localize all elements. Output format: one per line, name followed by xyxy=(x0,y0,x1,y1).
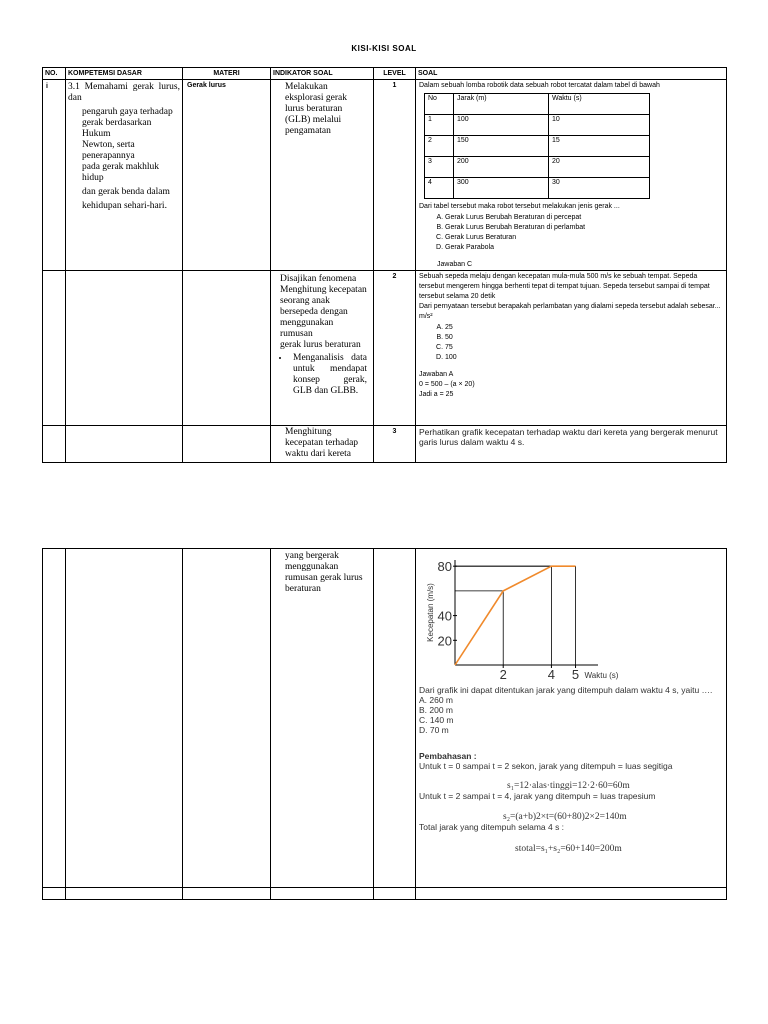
answer-text: Jawaban A xyxy=(419,371,454,378)
soal xyxy=(416,271,727,426)
indikator-line: bersepeda dengan xyxy=(280,307,348,317)
table-row xyxy=(43,80,727,271)
inner-cell: 20 xyxy=(549,157,650,178)
options-list xyxy=(419,213,723,253)
kisi-kisi-table-continued xyxy=(42,548,727,900)
velocity-time-chart xyxy=(425,555,619,685)
option-item: A. Gerak Lurus Berubah Beraturan di percepat xyxy=(445,213,723,223)
indikator-line: rumusan gerak lurus xyxy=(285,573,363,583)
inner-cell: 150 xyxy=(454,136,549,157)
y-tick-label: 20 xyxy=(437,633,452,649)
level: 2 xyxy=(374,271,416,426)
answer-text: Jawaban C xyxy=(437,261,473,268)
inner-cell: 15 xyxy=(549,136,650,157)
indikator-line: Menghitung kecepatan xyxy=(280,285,367,295)
kd-line: gerak berdasarkan Hukum xyxy=(82,118,152,139)
option-item: D. 100 xyxy=(445,353,723,363)
soal xyxy=(416,80,727,271)
explanation-text: Untuk t = 2 sampai t = 4, jarak yang ditempuh = luas trapesium xyxy=(419,791,656,801)
inner-row xyxy=(425,136,650,157)
option-item: C. 75 xyxy=(445,343,723,353)
inner-row xyxy=(425,115,650,136)
indikator: Melakukan eksplorasi gerak lurus beraturan (GLB) melalui pengamatan xyxy=(271,80,374,271)
header-indikator: INDIKATOR SOAL xyxy=(271,68,374,80)
formula: s₁=12·alas·tinggi=12·2·60=60m xyxy=(507,781,630,791)
kd-line: pengaruh gaya terhadap xyxy=(82,107,173,117)
inner-row xyxy=(425,157,650,178)
inner-cell: 1 xyxy=(425,115,454,136)
inner-row xyxy=(425,178,650,199)
formula: s₂=(a+b)2×t=(60+80)2×2=140m xyxy=(503,812,627,822)
inner-cell: 300 xyxy=(454,178,549,199)
inner-cell: 4 xyxy=(425,178,454,199)
table-row xyxy=(43,271,727,426)
inner-cell: 200 xyxy=(454,157,549,178)
indikator-line: Menghitung xyxy=(285,427,332,437)
option-item: C. Gerak Lurus Beraturan xyxy=(445,233,723,243)
indikator-bullet: • Menganalisis data untuk mendapat konsep gerak, GLB dan GLBB. xyxy=(290,353,367,397)
header-kd: KOMPETEMSI DASAR xyxy=(66,68,183,80)
kompetensi-dasar xyxy=(66,80,183,271)
indikator-line: waktu dari kereta xyxy=(285,449,351,459)
option-item: D. 70 m xyxy=(419,725,449,735)
inner-header-cell: No xyxy=(425,94,454,115)
robot-data-table xyxy=(424,93,650,199)
option-item: B. 50 xyxy=(445,333,723,343)
option-item: A. 260 m xyxy=(419,695,454,705)
inner-cell: 10 xyxy=(549,115,650,136)
option-item: C. 140 m xyxy=(419,715,454,725)
kd-line: dan gerak benda dalam xyxy=(82,187,170,197)
row-number: i xyxy=(43,80,66,271)
indikator xyxy=(271,271,374,426)
inner-cell: 3 xyxy=(425,157,454,178)
y-tick-label: 40 xyxy=(437,608,452,624)
explanation-text: Untuk t = 0 sampai t = 2 sekon, jarak yang ditempuh = luas segitiga xyxy=(419,761,673,771)
materi: Gerak lurus xyxy=(183,80,271,271)
soal: Perhatikan grafik kecepatan terhadap waktu dari kereta yang bergerak menurut garis lurus dalam waktu 4 s. xyxy=(416,426,727,463)
indikator-line: Disajikan fenomena xyxy=(280,274,357,284)
indikator-line: seorang anak xyxy=(280,296,330,306)
series-line xyxy=(455,566,576,665)
x-tick-label: 2 xyxy=(499,667,507,682)
header-level: LEVEL xyxy=(374,68,416,80)
question-intro: Dalam sebuah lomba robotik data sebuah robot tercatat dalam tabel di bawah xyxy=(419,82,660,89)
inner-header-cell: Waktu (s) xyxy=(549,94,650,115)
indikator-line: gerak lurus beraturan xyxy=(280,340,361,350)
option-item: B. Gerak Lurus Berubah Beraturan di perlambat xyxy=(445,223,723,233)
indikator-line: yang bergerak xyxy=(285,551,339,561)
question-text: Dari grafik ini dapat ditentukan jarak yang ditempuh dalam waktu 4 s, yaitu …. xyxy=(419,685,713,695)
formula: stotal=s₁+s₂=60+140=200m xyxy=(515,844,622,854)
inner-cell: 100 xyxy=(454,115,549,136)
answer-text: Jadi a = 25 xyxy=(419,391,454,398)
kd-line: Newton, serta penerapannya xyxy=(82,140,135,161)
header-no: NO. xyxy=(43,68,66,80)
kd-line: kehidupan sehari-hari. xyxy=(82,201,167,211)
indikator xyxy=(271,549,374,888)
table-row xyxy=(43,426,727,463)
pembahasan-title: Pembahasan : xyxy=(419,751,477,761)
indikator-bullet-list xyxy=(280,353,367,397)
inner-cell: 2 xyxy=(425,136,454,157)
header-soal: SOAL xyxy=(416,68,727,80)
soal xyxy=(416,549,727,888)
table-row xyxy=(43,888,727,900)
options-list xyxy=(419,323,723,363)
kd-line: pada gerak makhluk hidup xyxy=(82,162,160,183)
indikator-line: beraturan xyxy=(285,584,321,594)
indikator-line: kecepatan terhadap xyxy=(285,438,359,448)
kd-line: 3.1 Memahami gerak lurus, dan xyxy=(68,82,180,103)
explanation-text: Total jarak yang ditempuh selama 4 s : xyxy=(419,822,565,832)
x-axis-label: Waktu (s) xyxy=(584,671,619,680)
answer-text: 0 = 500 – (a × 20) xyxy=(419,381,475,388)
level: 1 xyxy=(374,80,416,271)
kisi-kisi-table xyxy=(42,67,727,463)
indikator xyxy=(271,426,374,463)
y-tick-label: 80 xyxy=(437,559,452,575)
level: 3 xyxy=(374,426,416,463)
question-text: Sebuah sepeda melaju dengan kecepatan mula-mula 500 m/s ke sebuah tempat. Sepeda tersebut mengerem hingga berhenti tepat di tempat tujuan. Sepeda tersebut sampai di tempat tersebut selama 20 detik xyxy=(419,273,710,300)
table-row xyxy=(43,549,727,888)
page-title: KISI-KISI SOAL xyxy=(351,44,417,53)
option-item: D. Gerak Parabola xyxy=(445,243,723,253)
inner-header-row xyxy=(425,94,650,115)
x-tick-label: 4 xyxy=(547,667,556,682)
question-text: Dari pernyataan tersebut berapakah perlambatan yang dialami sepeda tersebut adalah sebesar... m/s² xyxy=(419,303,721,320)
header-row xyxy=(43,68,727,80)
option-item: B. 200 m xyxy=(419,705,454,715)
x-tick-label: 5 xyxy=(571,667,580,682)
inner-header-cell: Jarak (m) xyxy=(454,94,549,115)
option-item: A. 25 xyxy=(445,323,723,333)
inner-cell: 30 xyxy=(549,178,650,199)
indikator-line: menggunakan rumusan xyxy=(280,318,334,339)
header-materi: MATERI xyxy=(183,68,271,80)
question-text: Dari tabel tersebut maka robot tersebut melakukan jenis gerak ... xyxy=(419,203,620,210)
y-axis-label: Kecepatan (m/s) xyxy=(426,583,435,642)
indikator-line: menggunakan xyxy=(285,562,339,572)
